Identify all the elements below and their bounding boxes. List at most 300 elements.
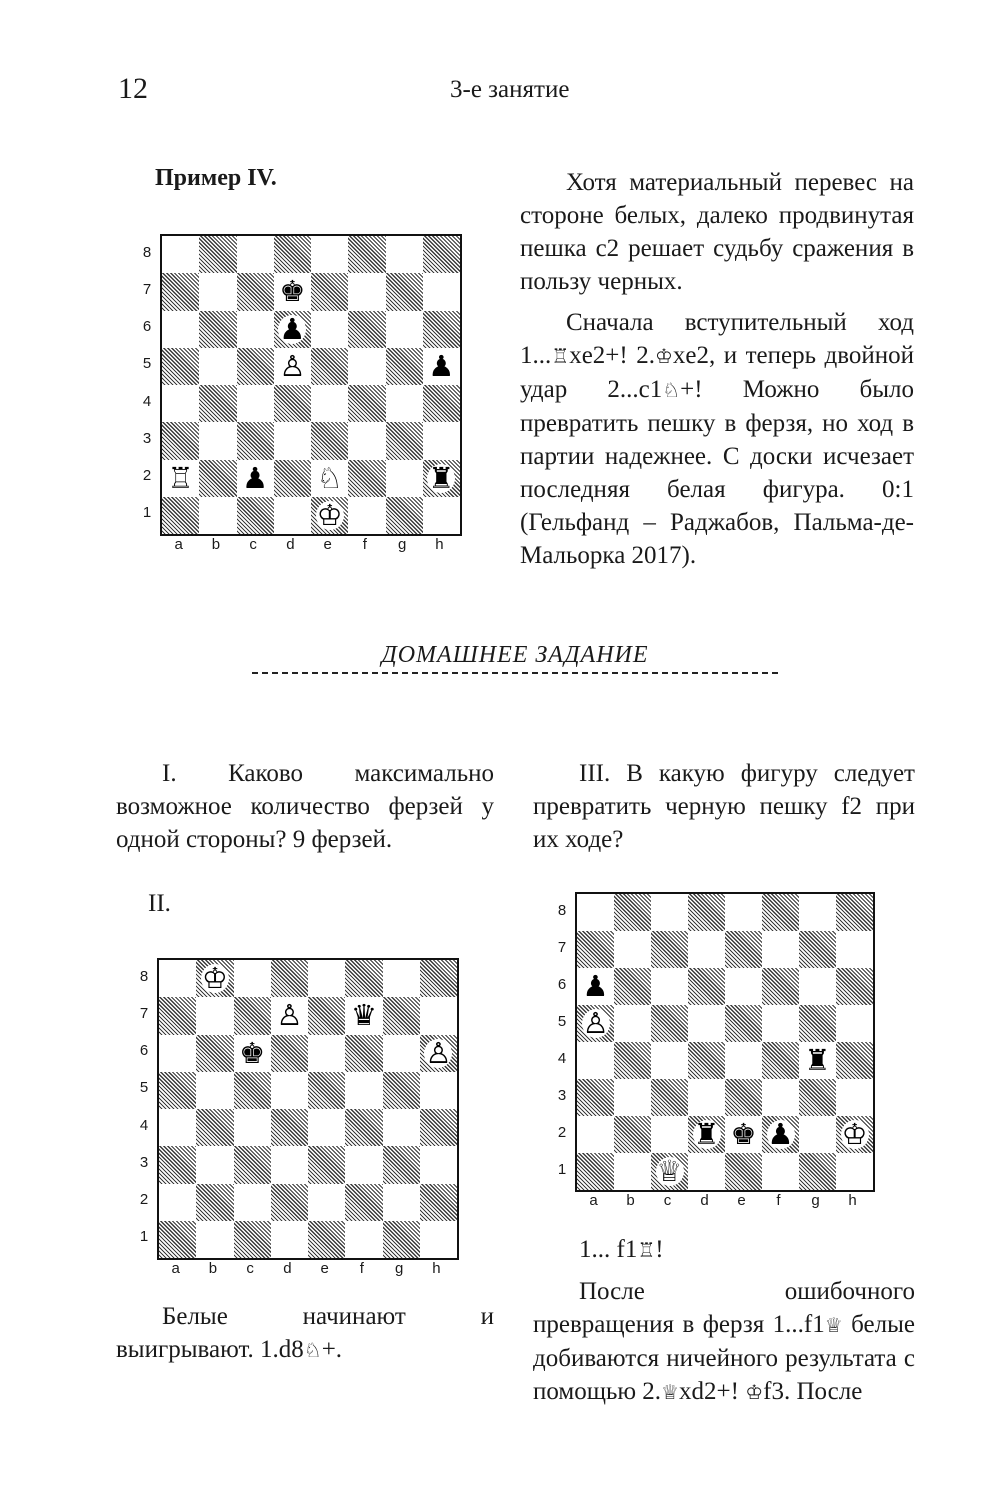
square-d1 [688, 1153, 725, 1190]
square-f3 [348, 422, 385, 459]
chess-diagram-task-ii [139, 958, 455, 1277]
square-g3 [386, 422, 423, 459]
square-g3 [383, 1146, 420, 1183]
square-a8 [159, 960, 196, 997]
black-pawn-icon: ♟ [767, 1117, 794, 1151]
black-king-icon: ♚ [279, 274, 306, 309]
rook-figurine-icon: ♖ [551, 344, 570, 368]
square-b4 [199, 385, 236, 422]
square-d5 [271, 1072, 308, 1109]
rank-label: 4 [557, 1049, 567, 1067]
square-d6 [271, 1035, 308, 1072]
square-c8 [237, 236, 274, 273]
square-d8 [274, 236, 311, 273]
example-title: Пример IV. [155, 165, 277, 191]
square-e8 [308, 960, 345, 997]
white-pawn-icon: ♙ [276, 998, 303, 1033]
square-f6 [762, 968, 799, 1005]
black-queen-icon: ♛ [350, 998, 377, 1033]
square-a5 [162, 348, 199, 385]
square-g4 [383, 1109, 420, 1146]
text-fragment: После ошибочного превращения в ферзя 1...f1 [533, 1278, 915, 1338]
square-a7 [577, 931, 614, 968]
square-d7 [688, 931, 725, 968]
square-g4 [799, 1042, 836, 1079]
square-f8 [345, 960, 382, 997]
running-title: 3-е занятие [450, 76, 570, 103]
square-d4 [688, 1042, 725, 1079]
square-e6 [725, 968, 762, 1005]
square-g5 [383, 1072, 420, 1109]
square-f2 [345, 1184, 382, 1221]
file-label: e [323, 536, 332, 553]
example-iv-paragraph-2 [520, 306, 914, 572]
chess-diagram-task-iii [557, 892, 871, 1209]
black-king-icon: ♚ [730, 1117, 757, 1151]
rank-label: 2 [142, 467, 152, 485]
question-2-label: II. [148, 890, 171, 917]
square-h3 [836, 1079, 873, 1116]
section-divider [252, 672, 778, 674]
square-c4 [234, 1109, 271, 1146]
square-f7 [345, 997, 382, 1034]
white-pawn-icon: ♙ [425, 1035, 452, 1070]
square-h3 [423, 422, 460, 459]
text-fragment: +! Можно было превратить пешку в ферзя, но ход в партии надежнее. С доски исчезает последняя белая фигура. 0:1 (Гельфанд – Раджабов, Пальма-де-Мальорка 2017). [520, 376, 914, 569]
square-b4 [614, 1042, 651, 1079]
question-2-answer [116, 1300, 494, 1367]
square-g8 [386, 236, 423, 273]
square-h5 [836, 1005, 873, 1042]
file-label: d [283, 1260, 292, 1277]
file-label: h [432, 1260, 441, 1277]
white-king-icon: ♔ [841, 1117, 868, 1151]
square-c8 [651, 894, 688, 931]
square-d5 [688, 1005, 725, 1042]
text-fragment: Сначала вступительный ход 1... [520, 309, 914, 369]
rook-figurine-icon: ♖ [637, 1238, 656, 1262]
text-fragment: xe2, и теперь двойной удар 2...c1 [520, 342, 914, 403]
rank-label: 5 [557, 1012, 567, 1030]
square-g8 [383, 960, 420, 997]
square-h4 [423, 385, 460, 422]
file-label: a [589, 1192, 598, 1209]
square-g8 [799, 894, 836, 931]
rank-label: 5 [139, 1079, 149, 1097]
square-c4 [651, 1042, 688, 1079]
square-d8 [271, 960, 308, 997]
square-c1 [234, 1221, 271, 1258]
square-e7 [311, 273, 348, 310]
knight-figurine-icon: ♘ [303, 1338, 322, 1362]
rank-label: 7 [142, 280, 152, 298]
square-h4 [836, 1042, 873, 1079]
file-label: h [848, 1192, 857, 1209]
black-pawn-icon: ♟ [582, 969, 609, 1003]
square-c3 [234, 1146, 271, 1183]
square-b5 [196, 1072, 233, 1109]
king-figurine-icon: ♔ [654, 344, 673, 368]
question-3-answer-line [533, 1233, 915, 1267]
king-figurine-icon: ♔ [745, 1380, 764, 1404]
square-f8 [348, 236, 385, 273]
square-h8 [423, 236, 460, 273]
rank-label: 1 [142, 504, 152, 522]
square-c1 [237, 497, 274, 534]
square-d3 [271, 1146, 308, 1183]
square-c7 [237, 273, 274, 310]
square-f2 [762, 1116, 799, 1153]
rank-label: 7 [557, 938, 567, 956]
square-c4 [237, 385, 274, 422]
square-d5 [274, 348, 311, 385]
square-b8 [614, 894, 651, 931]
file-label: a [174, 536, 183, 553]
square-g1 [799, 1153, 836, 1190]
square-b1 [199, 497, 236, 534]
section-title: ДОМАШНЕЕ ЗАДАНИЕ [381, 642, 649, 668]
text-fragment: xd2+! [679, 1378, 746, 1405]
square-c5 [651, 1005, 688, 1042]
square-h7 [836, 931, 873, 968]
white-queen-icon: ♕ [656, 1154, 683, 1188]
square-c6 [237, 311, 274, 348]
white-pawn-icon: ♙ [279, 348, 306, 383]
square-d1 [271, 1221, 308, 1258]
rank-label: 2 [557, 1123, 567, 1141]
square-h6 [423, 311, 460, 348]
square-c2 [234, 1184, 271, 1221]
square-e5 [311, 348, 348, 385]
chessboard [160, 234, 462, 536]
square-g5 [386, 348, 423, 385]
rank-label: 4 [142, 392, 152, 410]
file-label: h [435, 536, 444, 553]
knight-figurine-icon: ♘ [662, 378, 681, 402]
square-d1 [274, 497, 311, 534]
rank-label: 5 [142, 355, 152, 373]
black-pawn-icon: ♟ [428, 348, 455, 383]
square-e2 [311, 460, 348, 497]
chessboard [157, 958, 459, 1260]
square-a6 [159, 1035, 196, 1072]
file-label: d [286, 536, 295, 553]
text-fragment: f3. После [763, 1378, 863, 1405]
square-h3 [420, 1146, 457, 1183]
square-c7 [234, 997, 271, 1034]
page-number: 12 [118, 72, 148, 105]
chess-diagram-example-iv [142, 234, 458, 553]
square-g2 [386, 460, 423, 497]
file-label: a [171, 1260, 180, 1277]
square-e3 [725, 1079, 762, 1116]
black-pawn-icon: ♟ [242, 460, 269, 495]
square-b3 [199, 422, 236, 459]
square-a2 [577, 1116, 614, 1153]
queen-figurine-icon: ♕ [661, 1380, 679, 1404]
square-h1 [836, 1153, 873, 1190]
square-f1 [348, 497, 385, 534]
square-f4 [345, 1109, 382, 1146]
square-a5 [577, 1005, 614, 1042]
square-a1 [159, 1221, 196, 1258]
square-f7 [348, 273, 385, 310]
file-label: d [700, 1192, 709, 1209]
file-label: g [397, 536, 407, 553]
file-label: e [737, 1192, 746, 1209]
square-d6 [688, 968, 725, 1005]
square-f8 [762, 894, 799, 931]
square-g2 [799, 1116, 836, 1153]
question-3-explanation [533, 1275, 915, 1409]
rank-label: 6 [139, 1042, 149, 1060]
square-b5 [614, 1005, 651, 1042]
square-a3 [162, 422, 199, 459]
black-rook-icon: ♜ [428, 460, 455, 495]
file-label: b [208, 1260, 218, 1277]
square-f3 [345, 1146, 382, 1183]
square-e6 [311, 311, 348, 348]
square-h6 [420, 1035, 457, 1072]
square-f1 [762, 1153, 799, 1190]
rank-label: 6 [142, 318, 152, 336]
square-h6 [836, 968, 873, 1005]
black-rook-icon: ♜ [804, 1043, 831, 1077]
square-f6 [345, 1035, 382, 1072]
white-pawn-icon: ♙ [582, 1006, 609, 1040]
black-pawn-icon: ♟ [279, 311, 306, 346]
square-a1 [162, 497, 199, 534]
example-iv-text [520, 166, 914, 572]
file-label: f [776, 1192, 781, 1209]
square-a2 [159, 1184, 196, 1221]
square-e7 [308, 997, 345, 1034]
square-d3 [274, 422, 311, 459]
square-b8 [196, 960, 233, 997]
square-f4 [348, 385, 385, 422]
square-b7 [614, 931, 651, 968]
rank-label: 1 [139, 1228, 149, 1246]
square-h5 [423, 348, 460, 385]
square-d2 [271, 1184, 308, 1221]
square-e5 [308, 1072, 345, 1109]
rank-label: 3 [557, 1086, 567, 1104]
square-e1 [308, 1221, 345, 1258]
white-king-icon: ♔ [201, 961, 228, 996]
square-f5 [345, 1072, 382, 1109]
square-c3 [651, 1079, 688, 1116]
text-fragment: Белые начинают и выигрывают. 1.d8 [116, 1303, 494, 1363]
question-3 [533, 757, 915, 856]
square-b1 [614, 1153, 651, 1190]
square-g2 [383, 1184, 420, 1221]
rank-label: 2 [139, 1191, 149, 1209]
square-a8 [162, 236, 199, 273]
square-e3 [311, 422, 348, 459]
question-1-text: I. Каково максимально возможное количество ферзей у одной стороны? 9 ферзей. [116, 760, 494, 853]
square-e8 [311, 236, 348, 273]
white-king-icon: ♔ [316, 497, 343, 532]
square-e2 [725, 1116, 762, 1153]
square-a3 [577, 1079, 614, 1116]
square-b6 [196, 1035, 233, 1072]
white-knight-icon: ♘ [316, 460, 343, 495]
square-e4 [725, 1042, 762, 1079]
rank-label: 1 [557, 1160, 567, 1178]
square-b3 [196, 1146, 233, 1183]
square-d6 [274, 311, 311, 348]
chessboard [575, 892, 875, 1192]
square-a6 [162, 311, 199, 348]
square-e1 [311, 497, 348, 534]
rank-label: 6 [557, 975, 567, 993]
square-g6 [383, 1035, 420, 1072]
text-fragment: +. [321, 1336, 343, 1363]
square-b7 [199, 273, 236, 310]
square-h7 [423, 273, 460, 310]
square-c8 [234, 960, 271, 997]
square-a6 [577, 968, 614, 1005]
file-label: c [246, 1260, 254, 1277]
square-f3 [762, 1079, 799, 1116]
square-g6 [799, 968, 836, 1005]
square-b3 [614, 1079, 651, 1116]
text-fragment: xe2+! 2. [569, 342, 655, 369]
file-label: e [320, 1260, 329, 1277]
square-g1 [383, 1221, 420, 1258]
square-d2 [274, 460, 311, 497]
file-label: g [394, 1260, 404, 1277]
example-iv-paragraph-1: Хотя материальный перевес на стороне белых, далеко продвинутая пешка c2 решает судьбу сражения в пользу черных. [520, 169, 914, 295]
rank-label: 8 [557, 901, 567, 919]
square-g3 [799, 1079, 836, 1116]
question-1 [116, 757, 494, 856]
square-c7 [651, 931, 688, 968]
square-c6 [651, 968, 688, 1005]
rank-label: 7 [139, 1004, 149, 1022]
square-g5 [799, 1005, 836, 1042]
square-a2 [162, 460, 199, 497]
file-label: c [249, 536, 257, 553]
square-c5 [234, 1072, 271, 1109]
square-a5 [159, 1072, 196, 1109]
square-c3 [237, 422, 274, 459]
question-3-answer [533, 1233, 915, 1409]
square-f4 [762, 1042, 799, 1079]
square-d3 [688, 1079, 725, 1116]
square-f6 [348, 311, 385, 348]
white-rook-icon: ♖ [167, 460, 194, 495]
square-a8 [577, 894, 614, 931]
rank-label: 3 [142, 429, 152, 447]
square-a4 [159, 1109, 196, 1146]
rank-label: 8 [139, 967, 149, 985]
file-label: b [626, 1192, 635, 1209]
square-d2 [688, 1116, 725, 1153]
rank-label: 8 [142, 243, 152, 261]
square-b8 [199, 236, 236, 273]
square-h1 [420, 1221, 457, 1258]
square-h2 [420, 1184, 457, 1221]
square-g7 [386, 273, 423, 310]
square-h8 [836, 894, 873, 931]
square-c6 [234, 1035, 271, 1072]
square-e2 [308, 1184, 345, 1221]
file-label: f [362, 536, 367, 553]
square-b5 [199, 348, 236, 385]
square-e8 [725, 894, 762, 931]
square-h8 [420, 960, 457, 997]
queen-figurine-icon: ♕ [824, 1313, 843, 1337]
square-e4 [311, 385, 348, 422]
square-a7 [162, 273, 199, 310]
square-h5 [420, 1072, 457, 1109]
square-b4 [196, 1109, 233, 1146]
square-c2 [237, 460, 274, 497]
question-2-answer-text [116, 1300, 494, 1367]
square-a3 [159, 1146, 196, 1183]
square-b2 [199, 460, 236, 497]
square-f5 [348, 348, 385, 385]
square-c1 [651, 1153, 688, 1190]
file-label: b [211, 536, 221, 553]
file-label: f [359, 1260, 364, 1277]
text-fragment: 1... f1 [579, 1236, 638, 1263]
square-d7 [274, 273, 311, 310]
black-rook-icon: ♜ [693, 1117, 720, 1151]
square-a7 [159, 997, 196, 1034]
square-b6 [614, 968, 651, 1005]
square-c2 [651, 1116, 688, 1153]
text-fragment: белые добиваются ничейного результата с помощью 2. [533, 1311, 915, 1405]
square-g7 [383, 997, 420, 1034]
square-f7 [762, 931, 799, 968]
square-e4 [308, 1109, 345, 1146]
square-e3 [308, 1146, 345, 1183]
square-g4 [386, 385, 423, 422]
square-b6 [199, 311, 236, 348]
square-d4 [274, 385, 311, 422]
text-fragment: ! [655, 1236, 664, 1263]
square-h7 [420, 997, 457, 1034]
rank-label: 4 [139, 1116, 149, 1134]
square-h4 [420, 1109, 457, 1146]
square-b1 [196, 1221, 233, 1258]
square-f1 [345, 1221, 382, 1258]
square-e6 [308, 1035, 345, 1072]
question-3-text: III. В какую фигуру следует превратить черную пешку f2 при их ходе? [533, 760, 915, 853]
square-e1 [725, 1153, 762, 1190]
file-label: c [663, 1192, 672, 1209]
square-g6 [386, 311, 423, 348]
square-f5 [762, 1005, 799, 1042]
square-d4 [271, 1109, 308, 1146]
file-label: g [811, 1192, 820, 1209]
square-d7 [271, 997, 308, 1034]
square-a1 [577, 1153, 614, 1190]
square-h2 [836, 1116, 873, 1153]
square-g1 [386, 497, 423, 534]
square-b2 [614, 1116, 651, 1153]
square-a4 [162, 385, 199, 422]
rank-label: 3 [139, 1153, 149, 1171]
square-h2 [423, 460, 460, 497]
square-e7 [725, 931, 762, 968]
square-b2 [196, 1184, 233, 1221]
black-king-icon: ♚ [239, 1035, 266, 1070]
square-b7 [196, 997, 233, 1034]
square-f2 [348, 460, 385, 497]
